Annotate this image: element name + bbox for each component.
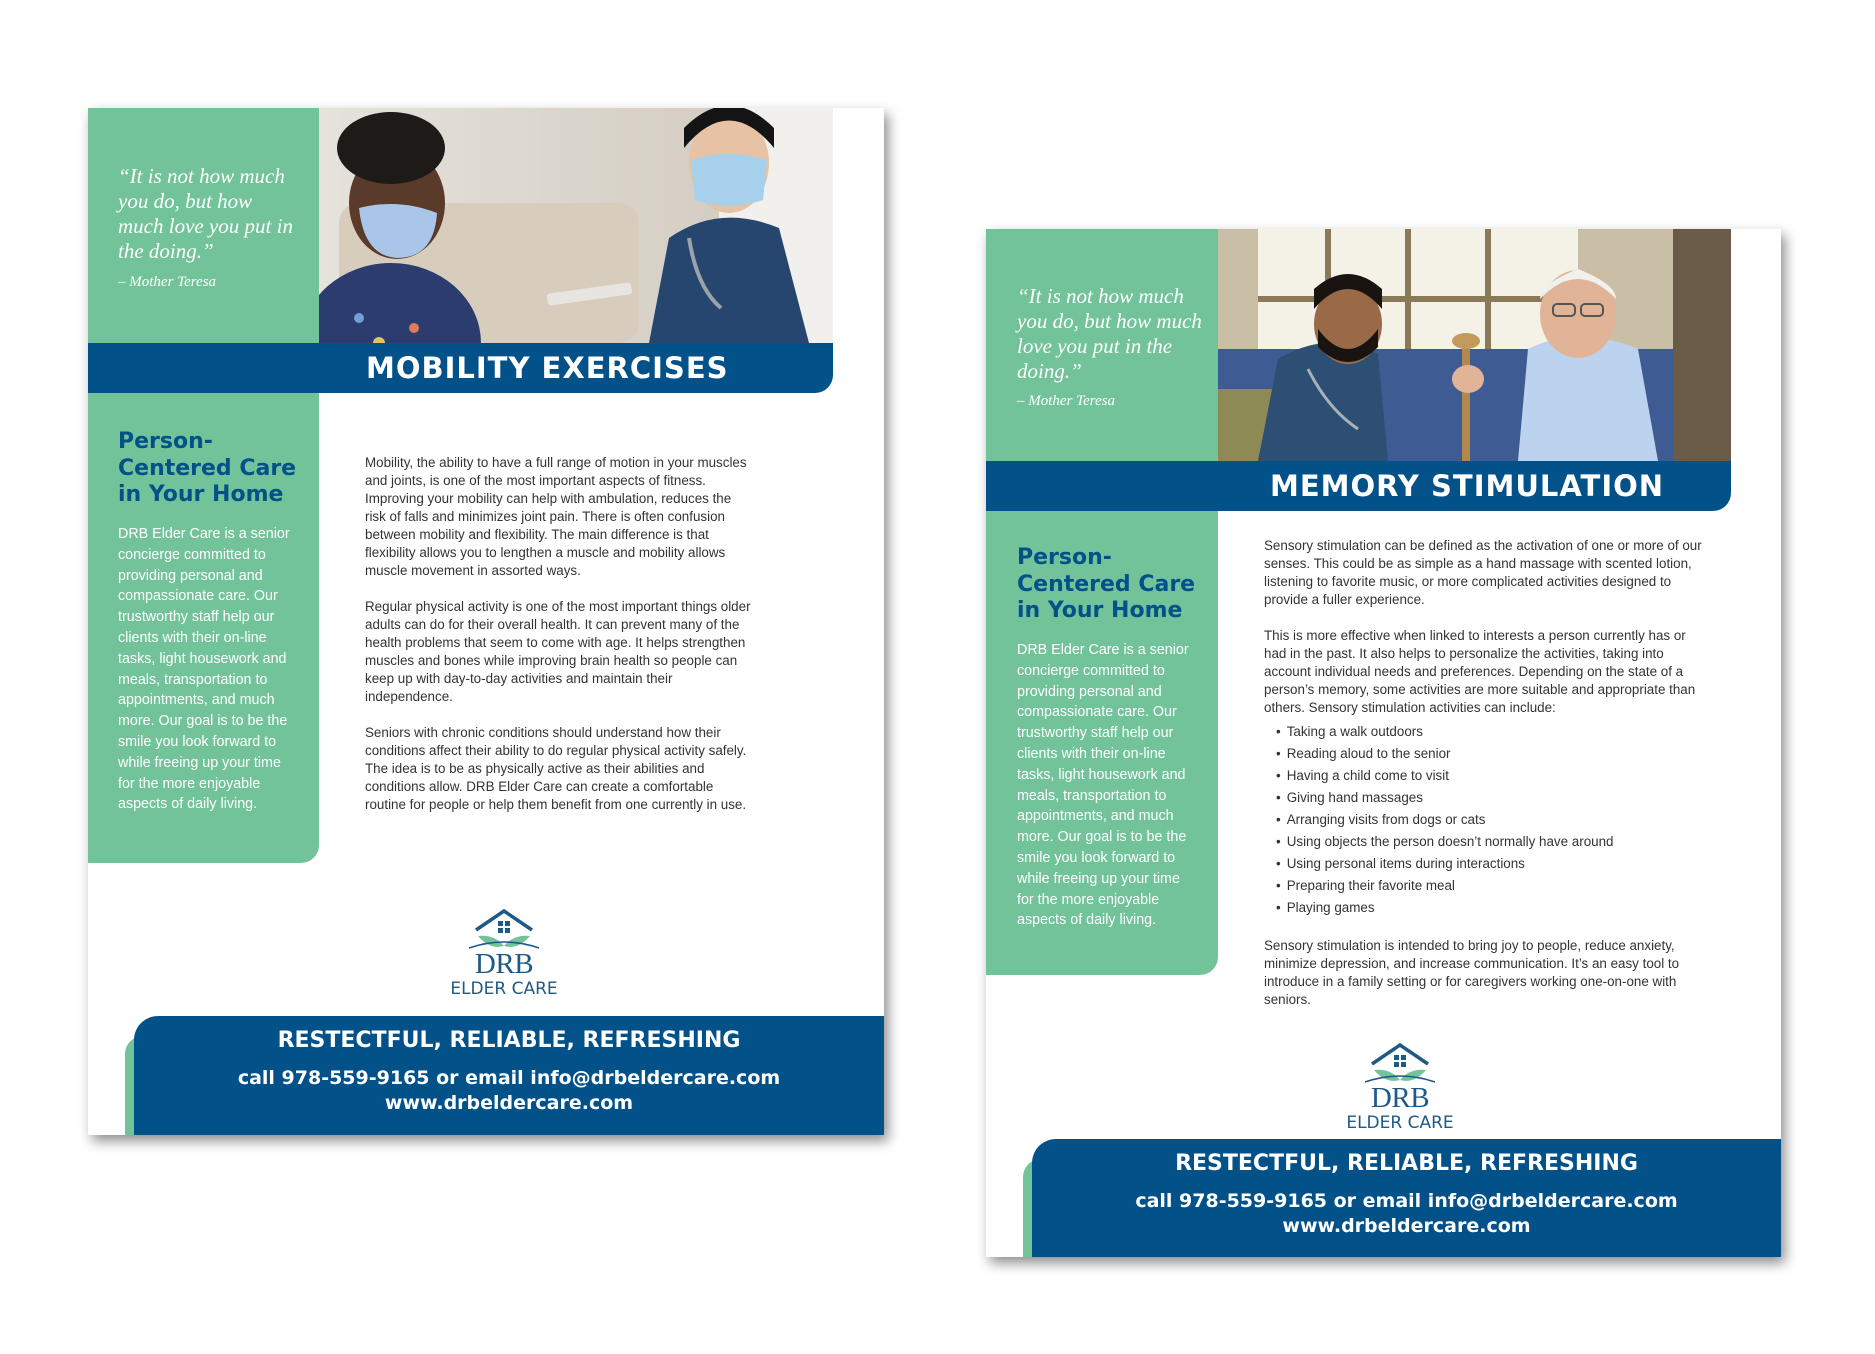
- hero-photo-doctor-senior: [1218, 229, 1731, 461]
- hero-photo-nurse-patient: [319, 108, 833, 343]
- flyer-title: MOBILITY EXERCISES: [366, 351, 729, 385]
- footer-contact: call 978-559-9165 or email info@drbeldercare.com: [237, 1067, 781, 1089]
- sidebar-heading: Person-Centered Care in Your Home: [118, 429, 297, 507]
- drb-logo: [444, 908, 564, 1008]
- quote-panel: [88, 108, 319, 343]
- quote-author: – Mother Teresa: [118, 274, 217, 290]
- article-paragraph: This is more effective when linked to interests a person currently has or had in the past. It also helps to personalize the activities, taking into account individual needs and preferences. Depending on the state of a person’s memory, some activities are more suitable and appropriate than others. Sensory stimulation activities can include:: [1264, 628, 1696, 715]
- article-paragraph: Mobility, the ability to have a full range of motion in your muscles and joints, is one of the most important aspects of fitness. Improving your mobility can help with ambulation, reduces the risk of falls and minimizes joint pain. There is often confusion between mobility and flexibility. The main difference is that flexibility allows you to lengthen a muscle and mobility allows muscle movement in assorted ways.: [365, 455, 747, 578]
- logo-line-2: ELDER CARE: [1346, 1113, 1454, 1133]
- quote-panel: [986, 229, 1218, 461]
- sidebar-text: DRB Elder Care is a senior concierge committed to providing personal and compassionate care. Our trustworthy staff help our clients with their on-line tasks, light housework and meals, transportation to appointments, and much more. Our goal is to be the smile you look forward to while freeing up your time for the more enjoyable aspects of daily living.: [118, 526, 290, 813]
- sidebar-panel: [88, 393, 319, 863]
- house-hands-logo-icon: [464, 908, 544, 950]
- list-item: • Reading aloud to the senior: [1276, 743, 1704, 765]
- article-paragraph: Sensory stimulation is intended to bring joy to people, reduce anxiety, minimize depression, and increase communication. It’s an easy tool to introduce in a family setting or for caregivers working one-on-one with seniors.: [1264, 938, 1680, 1007]
- flyer-title-bar: [986, 461, 1731, 511]
- sidebar-text: DRB Elder Care is a senior concierge committed to providing personal and compassionate care. Our trustworthy staff help our clients with their on-line tasks, light housework and meals, transportation to appointments, and much more. Our goal is to be the smile you look forward to while freeing up your time for the more enjoyable aspects of daily living.: [1017, 642, 1189, 929]
- drb-logo: [1340, 1042, 1460, 1142]
- flyer-memory-stimulation: [986, 229, 1781, 1257]
- flyer-mobility-exercises: [88, 108, 884, 1135]
- article-body: [1264, 537, 1704, 1027]
- house-hands-logo-icon: [1360, 1042, 1440, 1084]
- article-paragraph: Seniors with chronic conditions should understand how their conditions affect their ability to do regular physical activity safely. The idea is to be as physically active as their abilities and conditions allow. DRB Elder Care can create a comfortable routine for people or help them benefit from one currently in use.: [365, 725, 747, 812]
- list-item: • Using objects the person doesn’t normally have around: [1276, 831, 1704, 853]
- logo-line-1: DRB: [1370, 1082, 1430, 1114]
- list-item: • Taking a walk outdoors: [1276, 721, 1704, 743]
- flyer-title-bar: [88, 343, 833, 393]
- list-item: • Having a child come to visit: [1276, 765, 1704, 787]
- list-item: • Preparing their favorite meal: [1276, 875, 1704, 897]
- article-paragraph: Sensory stimulation can be defined as the activation of one or more of our senses. This could be as simple as a hand massage with scented lotion, listening to favorite music, or more complicated activities designed to provide a fuller experience.: [1264, 538, 1702, 607]
- flyer-title: MEMORY STIMULATION: [1270, 469, 1665, 503]
- article-paragraph: Regular physical activity is one of the most important things older adults can do for their overall health. It can prevent many of the health problems that seem to come with age. It helps strengthen muscles and bones while improving brain health so people can keep up with day-to-day activities and maintain their independence.: [365, 599, 751, 704]
- list-item: • Arranging visits from dogs or cats: [1276, 809, 1704, 831]
- quote-author: – Mother Teresa: [1017, 393, 1116, 409]
- activity-list: [1264, 721, 1704, 919]
- footer-tagline: RESTECTFUL, RELIABLE, REFRESHING: [1175, 1151, 1638, 1176]
- sidebar-panel: [986, 511, 1218, 975]
- list-item: • Playing games: [1276, 897, 1704, 919]
- quote-text: “It is not how much you do, but how much love you put in the doing.”: [118, 164, 293, 263]
- footer-tagline: RESTECTFUL, RELIABLE, REFRESHING: [277, 1028, 741, 1053]
- list-item: • Giving hand massages: [1276, 787, 1704, 809]
- article-body: [365, 454, 755, 832]
- list-item: • Using personal items during interactions: [1276, 853, 1704, 875]
- footer-contact: call 978-559-9165 or email info@drbeldercare.com: [1135, 1190, 1678, 1212]
- footer-website: www.drbeldercare.com: [1282, 1215, 1531, 1237]
- quote-text: “It is not how much you do, but how much love you put in the doing.”: [1017, 284, 1202, 383]
- footer-band: [1032, 1139, 1781, 1257]
- logo-line-1: DRB: [474, 948, 534, 980]
- sidebar-heading: Person-Centered Care in Your Home: [1017, 545, 1196, 623]
- footer-website: www.drbeldercare.com: [384, 1092, 634, 1114]
- logo-line-2: ELDER CARE: [450, 979, 558, 999]
- footer-band: [134, 1016, 884, 1135]
